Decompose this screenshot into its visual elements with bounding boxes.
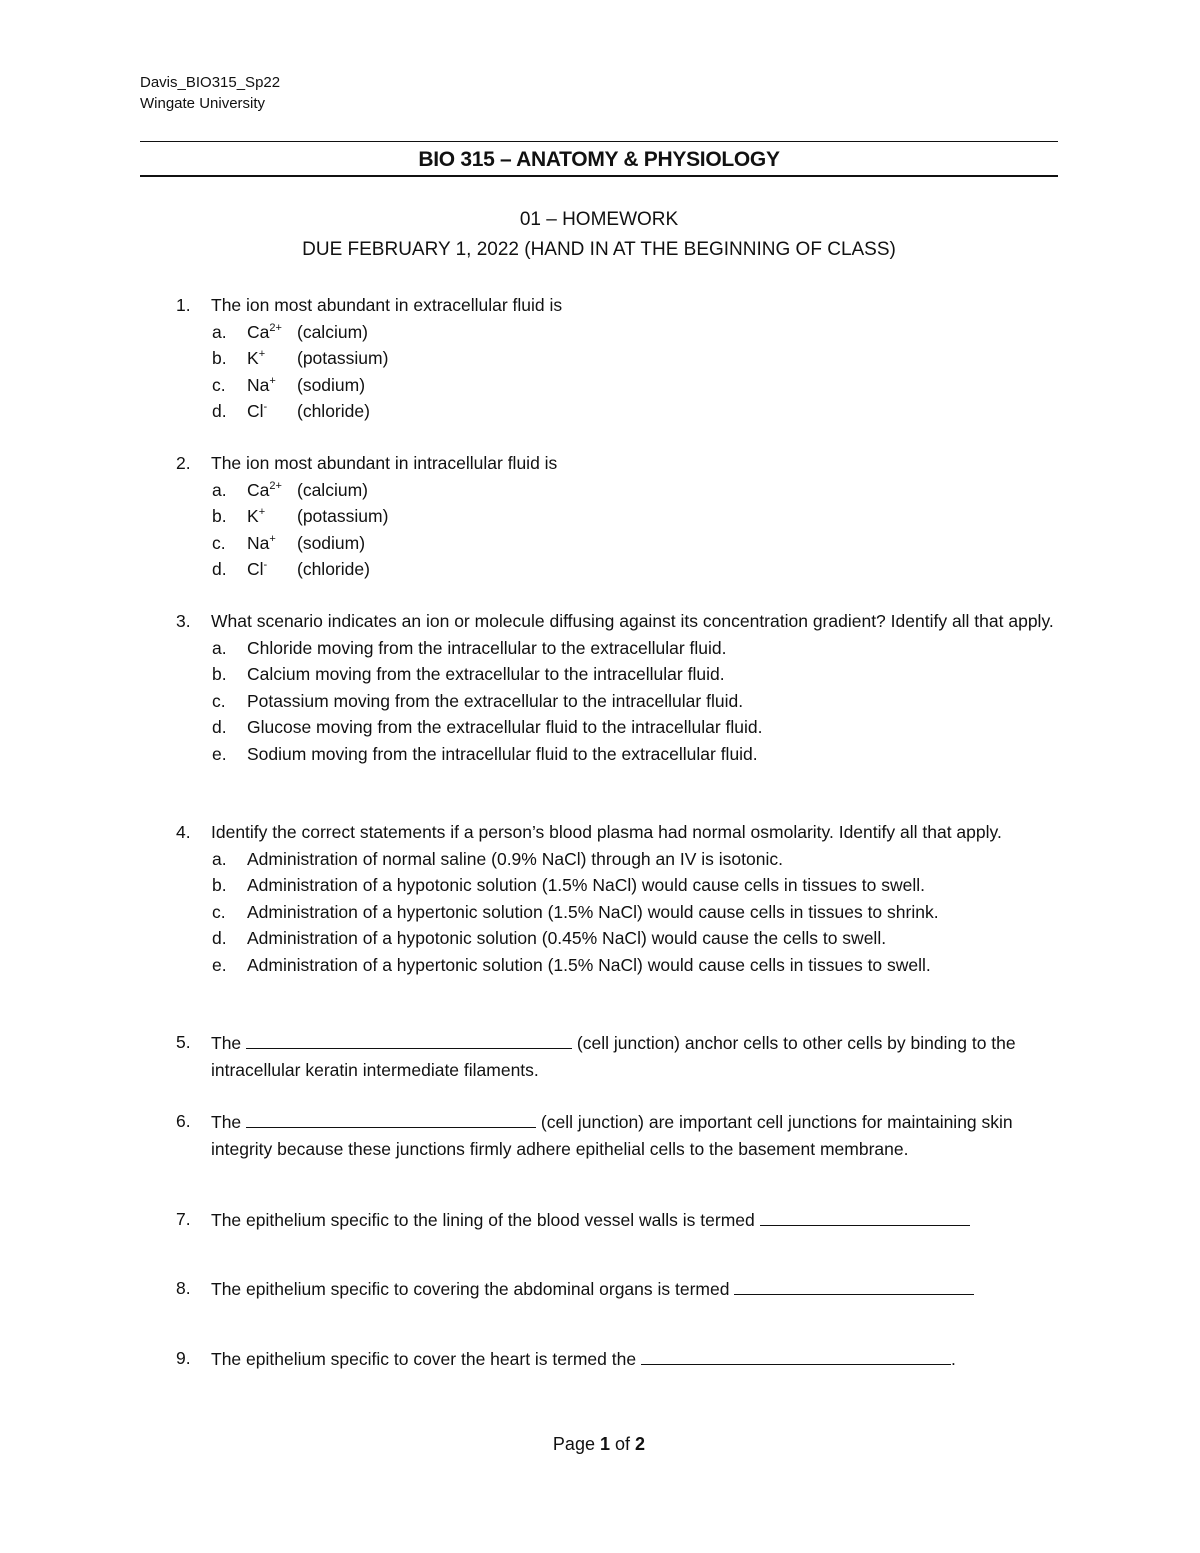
option: e. Sodium moving from the intracellular fluid to the extracellular fluid. <box>212 743 758 764</box>
homework-due-date: DUE FEBRUARY 1, 2022 (HAND IN AT THE BEGINNING OF CLASS) <box>302 239 896 260</box>
question-4 <box>176 819 1056 978</box>
option: d. Cl- (chloride) <box>212 401 370 421</box>
of-word: of <box>615 1434 631 1454</box>
question-1 <box>176 292 1056 425</box>
question-number: 9. <box>176 1348 191 1368</box>
question-2 <box>176 450 1056 583</box>
title-bottom-rule <box>140 175 1058 177</box>
title-top-rule <box>140 141 1058 142</box>
question-number: 7. <box>176 1209 191 1229</box>
option: e. Administration of a hypertonic solution (1.5% NaCl) would cause cells in tissues to swell. <box>212 954 931 975</box>
header-course-code: Davis_BIO315_Sp22 <box>140 74 281 91</box>
question-number: 6. <box>176 1111 191 1131</box>
course-title: BIO 315 – ANATOMY & PHYSIOLOGY <box>418 148 780 171</box>
option: d. Administration of a hypotonic solution (0.45% NaCl) would cause the cells to swell. <box>212 928 887 948</box>
option: c. Na+ (sodium) <box>212 374 366 395</box>
option: b. Calcium moving from the extracellular to the intracellular fluid. <box>212 664 725 684</box>
option: a. $Ca^{2+}$ (calcium) <box>212 321 368 342</box>
option: a. Administration of normal saline (0.9% NaCl) through an IV is isotonic. <box>212 848 783 869</box>
question-number: 2. <box>176 453 191 473</box>
page-total: 2 <box>635 1434 646 1454</box>
page-footer <box>140 1431 1058 1457</box>
question-5: 5. The (cell junction) anchor cells to other cells by binding to the intracellular keratin intermediate filaments. <box>176 1029 1056 1083</box>
option: b. Administration of a hypotonic solution (1.5% NaCl) would cause cells in tissues to swell. <box>212 875 925 895</box>
page-current: 1 <box>599 1434 610 1454</box>
option: c. Administration of a hypertonic solution (1.5% NaCl) would cause cells in tissues to shrink. <box>212 901 939 922</box>
document-header <box>140 72 280 114</box>
option: c. Na+ (sodium) <box>212 532 366 553</box>
question-number: 5. <box>176 1032 191 1052</box>
question-text: What scenario indicates an ion or molecule diffusing against its concentration gradient? Identify all that apply. <box>211 611 1054 631</box>
option: d. Cl- (chloride) <box>212 559 370 579</box>
question-8: 8. The epithelium specific to covering the abdominal organs is termed <box>176 1275 1056 1303</box>
page-word: Page <box>552 1434 595 1454</box>
header-university: Wingate University <box>140 95 266 112</box>
option: c. Potassium moving from the extracellular to the intracellular fluid. <box>212 690 744 711</box>
answer-blank[interactable] <box>641 1345 951 1365</box>
option: a. $Ca^{2+}$ (calcium) <box>212 479 368 500</box>
option: b. K+ (potassium) <box>212 506 389 526</box>
question-number: 8. <box>176 1278 191 1298</box>
question-number: 1. <box>176 295 191 315</box>
question-9: 9. The epithelium specific to cover the heart is termed the . <box>176 1345 1056 1373</box>
option: d. Glucose moving from the extracellular fluid to the intracellular fluid. <box>212 717 763 737</box>
answer-blank[interactable] <box>246 1029 572 1049</box>
option: b. K+ (potassium) <box>212 348 389 368</box>
question-number: 3. <box>176 611 191 631</box>
question-text: The ion most abundant in extracellular fluid is <box>211 295 563 315</box>
question-7: 7. The epithelium specific to the lining of the blood vessel walls is termed <box>176 1206 1056 1234</box>
answer-blank[interactable] <box>760 1206 970 1226</box>
option: a. Chloride moving from the intracellular to the extracellular fluid. <box>212 637 727 658</box>
question-3 <box>176 608 1056 767</box>
question-number: 4. <box>176 822 191 842</box>
homework-title: 01 – HOMEWORK <box>519 209 679 230</box>
answer-blank[interactable] <box>734 1275 974 1295</box>
question-6: 6. The (cell junction) are important cell junctions for maintaining skin integrity because these junctions firmly adhere epithelial cells to the basement membrane. <box>176 1108 1056 1162</box>
question-text: The ion most abundant in intracellular fluid is <box>211 453 558 473</box>
answer-blank[interactable] <box>246 1108 536 1128</box>
question-text: Identify the correct statements if a person’s blood plasma had normal osmolarity. Identify all that apply. <box>211 822 1002 842</box>
